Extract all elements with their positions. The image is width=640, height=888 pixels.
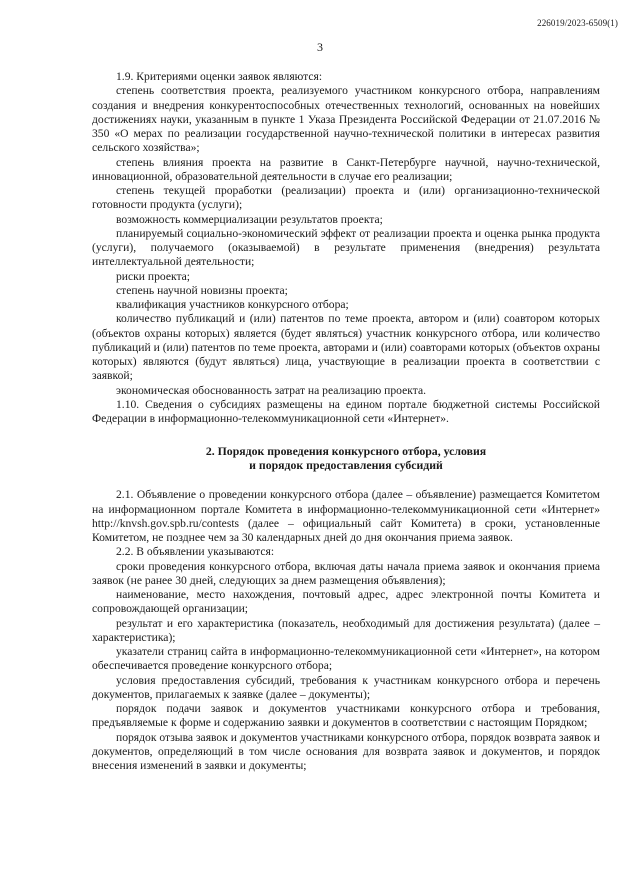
- paragraph: условия предоставления субсидий, требования к участникам конкурсного отбора и перечень документов, прилагаемых к заявке (далее – документы);: [92, 673, 600, 701]
- paragraph: степень влияния проекта на развитие в Санкт-Петербурге научной, научно-технической, инновационной, образовательной деятельности в случае его реализации;: [92, 155, 600, 183]
- paragraph: 2.1. Объявление о проведении конкурсного отбора (далее – объявление) размещается Комитетом на информационном портале Комитета в информационно-телекоммуникационной сети «Интернет» http://knvsh.gov.spb.ru/contests (далее – официальный сайт Комитета) в сроки, установленные Комитетом, не позднее чем за 30 календарных дней до дня окончания приема заявок.: [92, 488, 600, 544]
- paragraph: квалификация участников конкурсного отбора;: [116, 298, 349, 311]
- paragraph: экономическая обоснованность затрат на реализацию проекта.: [116, 383, 426, 397]
- paragraph: возможность коммерциализации результатов проекта;: [116, 212, 383, 226]
- section-2-heading-line-1: 2. Порядок проведения конкурсного отбора, условия: [205, 444, 487, 459]
- section-2-heading-line-2: и порядок предоставления субсидий: [249, 458, 443, 473]
- paragraph: риски проекта;: [116, 269, 191, 283]
- paragraph: результат и его характеристика (показатель, необходимый для достижения результата) (далее – характеристика);: [92, 616, 600, 644]
- document-number: 226019/2023-6509(1): [537, 18, 618, 28]
- paragraph: порядок отзыва заявок и документов участниками конкурсного отбора, порядок возврата заявок и документов, определяющий в том числе основания для возврата заявок и документов, и порядок внесения изменений в заявки и документы;: [92, 730, 600, 772]
- section-2-heading: [92, 444, 600, 472]
- paragraph: количество публикаций и (или) патентов по теме проекта, автором и (или) соавтором которых (объектов охраны которых) является (будет являться) участник конкурсного отбора, или количество публикаций и (или) патентов по теме проекта, авторами и (или) соавторами которых (объектов охраны которых) являются (будут являться) лица, участвующие в реализации проекта в соответствии с заявкой;: [92, 312, 600, 383]
- paragraph: 1.9. Критериями оценки заявок являются:: [116, 70, 323, 83]
- paragraph: степень научной новизны проекта;: [116, 283, 288, 297]
- paragraph: указатели страниц сайта в информационно-телекоммуникационной сети «Интернет», на котором обеспечивается проведение конкурсного отбора;: [92, 645, 600, 673]
- paragraph: сроки проведения конкурсного отбора, включая даты начала приема заявок и окончания приема заявок (не ранее 30 дней, следующих за днем размещения объявления);: [92, 559, 600, 587]
- paragraph: степень соответствия проекта, реализуемого участником конкурсного отбора, направлениям создания и внедрения конкурентоспособных отечественных технологий, основанных на новейших достижениях науки, указанным в пункте 1 Указа Президента Российской Федерации от 21.07.2016 № 350 «О мерах по реализации государственной научно-технической политики в интересах развития сельского хозяйства»;: [92, 84, 600, 155]
- paragraph: 1.10. Сведения о субсидиях размещены на едином портале бюджетной системы Российской Федерации в информационно-телекоммуникационной сети «Интернет».: [92, 397, 600, 425]
- paragraph: степень текущей проработки (реализации) проекта и (или) организационно-технической готовности продукта (услуги);: [92, 184, 600, 212]
- paragraph: порядок подачи заявок и документов участниками конкурсного отбора и требования, предъявляемые к форме и содержанию заявки и документов в соответствии с настоящим Порядком;: [92, 702, 600, 730]
- paragraph: планируемый социально-экономический эффект от реализации проекта и оценка рынка продукта (услуги), получаемого (оказываемой) в результате применения (внедрения) результата интеллектуальной деятельности;: [92, 226, 600, 269]
- section-1-criteria: [92, 70, 600, 426]
- paragraph: 2.2. В объявлении указываются:: [116, 545, 275, 559]
- section-2-body: [92, 488, 600, 773]
- page-number: 3: [317, 40, 323, 54]
- document-body: [92, 70, 600, 773]
- paragraph: наименование, место нахождения, почтовый адрес, адрес электронной почты Комитета и сопровождающей организации;: [92, 588, 600, 616]
